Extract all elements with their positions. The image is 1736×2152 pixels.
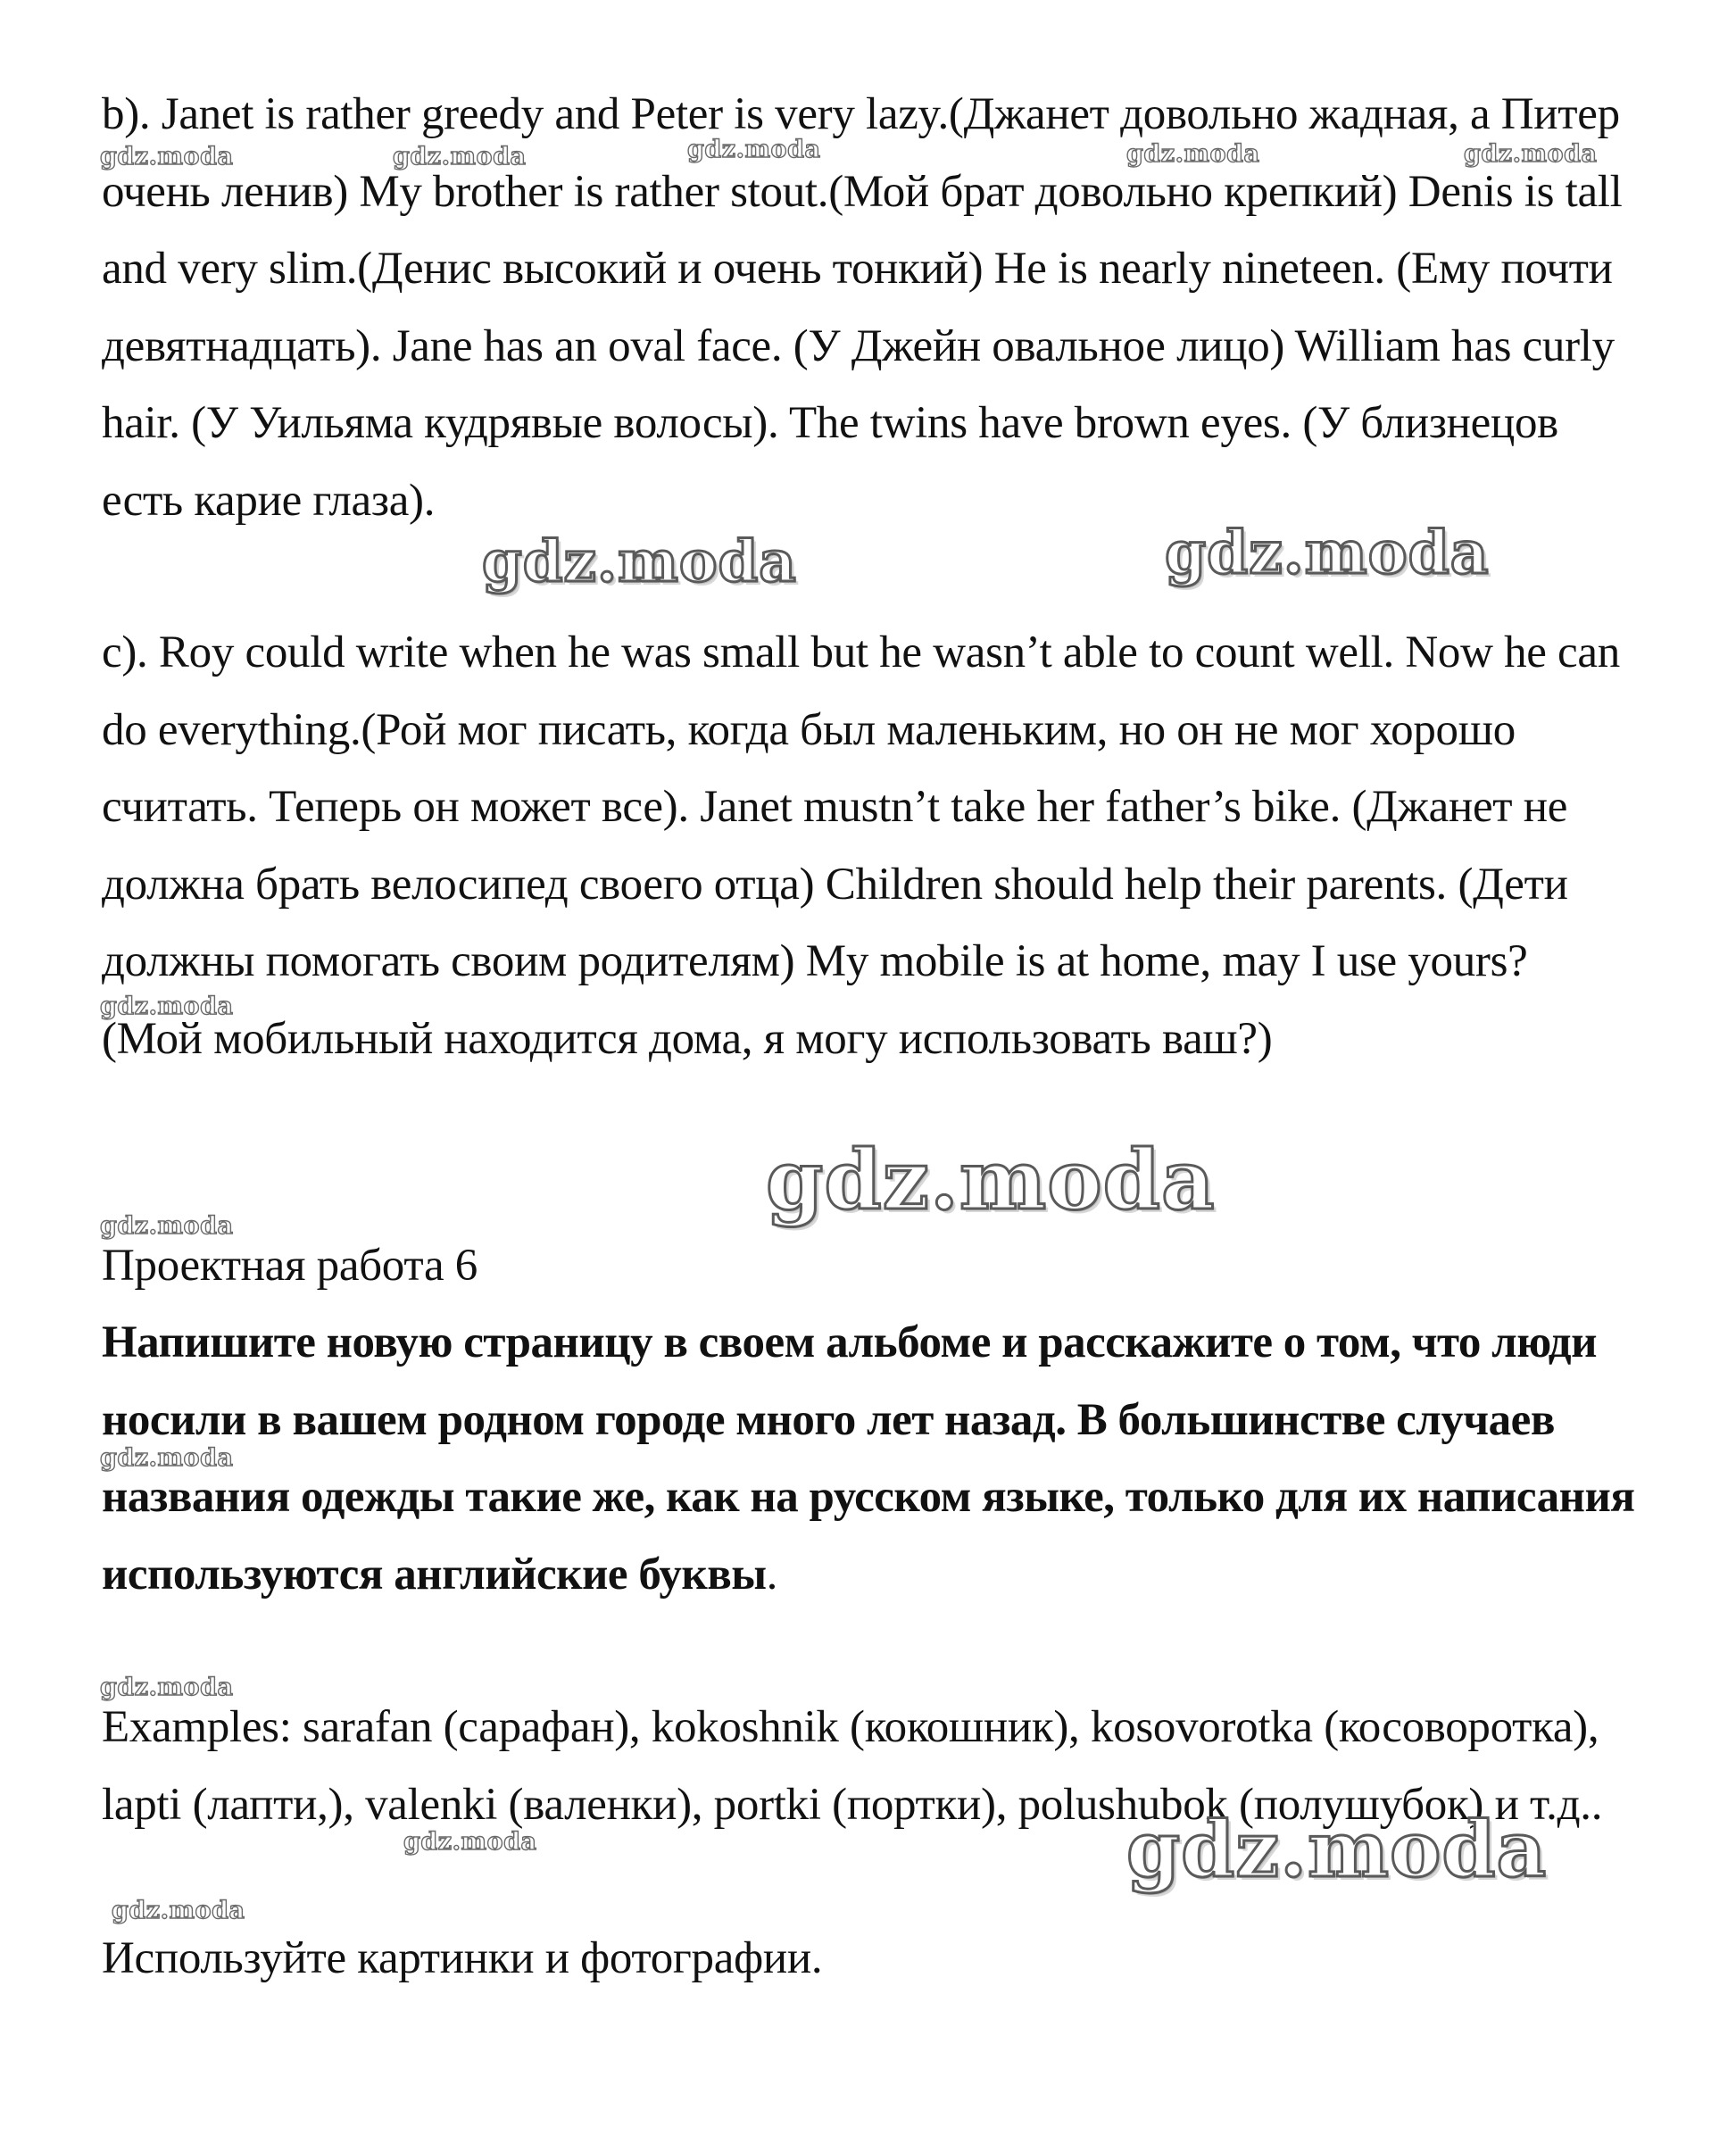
watermark-logo: gdz.moda — [403, 1828, 537, 1856]
use-pictures-note: Используйте картинки и фотографии. — [102, 1933, 823, 1983]
watermark-logo: gdz.moda — [687, 136, 821, 163]
watermark-logo: gdz.moda — [1126, 1805, 1548, 1895]
watermark-logo: gdz.moda — [1126, 140, 1260, 168]
paragraph-c: c). Roy could write when he was small but he wasn’t able to count well. Now he can do everything.(Рой мог писать, когда был маленьким, но он не мог хорошо считать. Теперь он может все). Janet mustn’t take her father’s bike. (Джанет не должна брать велосипед своего отца) Children should help their parents. (Дети должны помогать своим родителям) My mobile is at home, may I use yours? (Мой мобильный находится дома, я могу использовать ваш?) — [102, 627, 1620, 1064]
watermark-logo: gdz.moda — [100, 143, 234, 170]
watermark-logo: gdz.moda — [482, 528, 797, 595]
watermark-logo: gdz.moda — [100, 993, 234, 1020]
project-task-text: Напишите новую страницу в своем альбоме и расскажите о том, что люди носили в вашем родном городе много лет назад. В большинстве случаев названия одежды такие же, как на русском языке, только для их написания используются английские буквы — [102, 1317, 1635, 1599]
watermark-logo: gdz.moda — [1165, 518, 1490, 587]
project-task — [102, 1304, 1637, 1613]
watermark-logo: gdz.moda — [100, 1444, 234, 1472]
watermark-logo: gdz.moda — [766, 1132, 1216, 1228]
examples-list: Examples: sarafan (сарафан), kokoshnik (кокошник), kosovorotka (косоворотка), lapti (лапти,), valenki (валенки), portki (портки), polushubok (полушубок) и т.д.. — [102, 1702, 1603, 1830]
project-task-end: . — [766, 1549, 777, 1599]
watermark-logo: gdz.moda — [100, 1212, 234, 1240]
watermark-logo: gdz.moda — [1464, 140, 1598, 168]
project-title: Проектная работа 6 — [102, 1241, 478, 1291]
watermark-logo: gdz.moda — [393, 143, 527, 170]
paragraph-b: b). Janet is rather greedy and Peter is very lazy.(Джанет довольно жадная, а Питер очень ленив) My brother is rather stout.(Мой брат довольно крепкий) Denis is tall and very slim.(Денис высокий и очень тонкий) He is nearly nineteen. (Ему почти девятнадцать). Jane has an oval face. (У Джейн овальное лицо) William has curly hair. (У Уильяма кудрявые волосы). The twins have brown eyes. (У близнецов есть карие глаза). — [102, 89, 1623, 526]
watermark-logo: gdz.moda — [100, 1674, 234, 1701]
watermark-logo: gdz.moda — [112, 1897, 245, 1924]
